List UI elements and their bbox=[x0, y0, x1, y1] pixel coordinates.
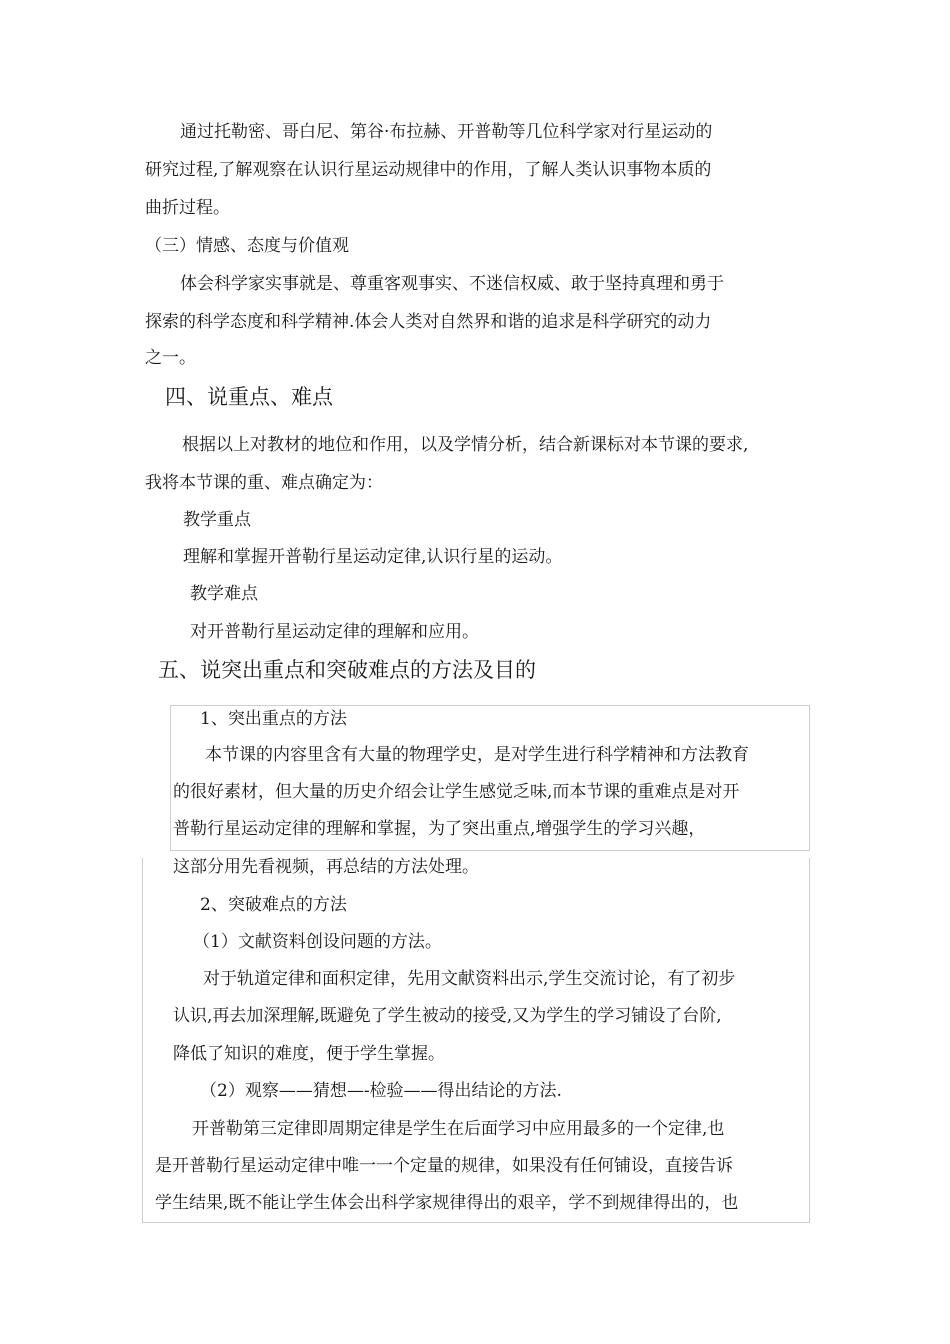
paragraph-line: 这部分用先看视频，再总结的方法处理。 bbox=[173, 857, 479, 877]
section-heading: 五、说突出重点和突破难点的方法及目的 bbox=[158, 658, 536, 682]
method-title: 1、突出重点的方法 bbox=[200, 709, 347, 729]
key-point-text: 理解和掌握开普勒行星运动定律,认识行星的运动。 bbox=[183, 547, 563, 567]
paragraph-line: 探索的科学态度和科学精神.体会人类对自然界和谐的追求是科学研究的动力 bbox=[145, 312, 712, 332]
section-heading: 四、说重点、难点 bbox=[165, 385, 333, 409]
paragraph-line: 曲折过程。 bbox=[145, 198, 230, 218]
paragraph-line: 是开普勒行星运动定律中唯一一个定量的规律，如果没有任何铺设，直接告诉 bbox=[155, 1156, 733, 1176]
paragraph-line: 开普勒第三定律即周期定律是学生在后面学习中应用最多的一个定律,也 bbox=[192, 1119, 725, 1139]
difficulty-label: 教学难点 bbox=[190, 584, 258, 604]
sub-method-title: （2）观察——猜想—-检验——得出结论的方法. bbox=[200, 1081, 562, 1101]
paragraph-line: 之一。 bbox=[145, 348, 196, 368]
paragraph-line: 研究过程,了解观察在认识行星运动规律中的作用，了解人类认识事物本质的 bbox=[145, 160, 712, 180]
paragraph-line: 本节课的内容里含有大量的物理学史，是对学生进行科学精神和方法教育 bbox=[205, 745, 749, 765]
paragraph-line: 根据以上对教材的地位和作用，以及学情分析，结合新课标对本节课的要求, bbox=[182, 435, 749, 455]
difficulty-text: 对开普勒行星运动定律的理解和应用。 bbox=[190, 622, 479, 642]
paragraph-line: 降低了知识的难度，便于学生掌握。 bbox=[173, 1044, 445, 1064]
paragraph-line: 对于轨道定律和面积定律，先用文献资料出示,学生交流讨论，有了初步 bbox=[203, 969, 736, 989]
paragraph-line: 学生结果,既不能让学生体会出科学家规律得出的艰辛，学不到规律得出的，也 bbox=[155, 1193, 739, 1213]
paragraph-line: 认识,再去加深理解,既避免了学生被动的接受,又为学生的学习铺设了台阶, bbox=[173, 1006, 722, 1026]
subsection-title: （三）情感、态度与价值观 bbox=[145, 236, 349, 256]
paragraph-line: 通过托勒密、哥白尼、第谷·布拉赫、开普勒等几位科学家对行星运动的 bbox=[180, 122, 713, 142]
paragraph-line: 普勒行星运动定律的理解和掌握，为了突出重点,增强学生的学习兴趣， bbox=[173, 819, 706, 839]
method-title: 2、突破难点的方法 bbox=[200, 895, 347, 915]
paragraph-line: 的很好素材，但大量的历史介绍会让学生感觉乏味,而本节课的重难点是对开 bbox=[173, 782, 740, 802]
paragraph-line: 我将本节课的重、难点确定为： bbox=[145, 473, 383, 493]
key-point-label: 教学重点 bbox=[183, 510, 251, 530]
paragraph-line: 体会科学家实事就是、尊重客观事实、不迷信权威、敢于坚持真理和勇于 bbox=[180, 274, 724, 294]
sub-method-title: （1）文献资料创设问题的方法。 bbox=[193, 932, 442, 952]
